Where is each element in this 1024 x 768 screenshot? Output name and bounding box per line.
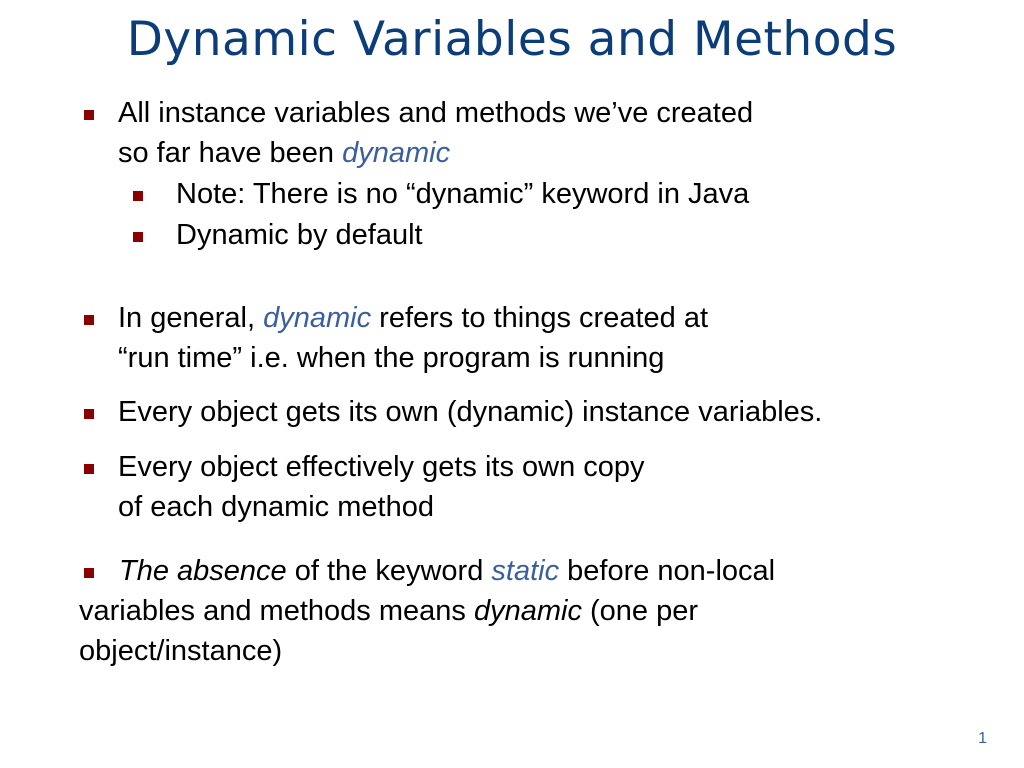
bullet-marker: [84, 110, 94, 120]
bullet-2-line-1: [118, 298, 708, 338]
emphasis-the-absence: The absence: [119, 555, 287, 587]
emphasis-dynamic: dynamic: [473, 595, 582, 627]
bullet-2-text: refers to things created at: [371, 302, 709, 334]
sub-bullet-marker: [133, 191, 143, 201]
bullet-5-line-2: [79, 591, 979, 631]
bullet-5-text: before non-local: [559, 555, 776, 587]
bullet-4-line-1: Every object effectively gets its own copy: [118, 451, 645, 483]
emphasis-dynamic: dynamic: [263, 302, 372, 334]
bullet-1-line-2: [118, 133, 753, 173]
bullet-2: [118, 298, 708, 378]
bullet-4: [118, 447, 645, 527]
bullet-marker: [84, 464, 94, 474]
emphasis-static: static: [491, 555, 560, 587]
bullet-2-line-2: “run time” i.e. when the program is running: [118, 342, 665, 374]
bullet-5-text: (one per: [581, 595, 699, 627]
bullet-5-text: of the keyword: [286, 555, 492, 587]
bullet-4-line-2: of each dynamic method: [118, 491, 434, 523]
bullet-5-line-1: [79, 551, 979, 591]
sub-bullet-2: Dynamic by default: [176, 219, 423, 251]
page-number: 1: [978, 730, 987, 747]
sub-bullet-marker: [133, 232, 143, 242]
bullet-1-text: so far have been: [118, 137, 343, 169]
bullet-marker: [84, 409, 94, 419]
bullet-5-line-3: object/instance): [79, 635, 283, 667]
bullet-5: [79, 551, 979, 671]
emphasis-dynamic: dynamic: [342, 137, 451, 169]
bullet-3: Every object gets its own (dynamic) instance variables.: [118, 396, 823, 428]
slide-title: Dynamic Variables and Methods: [126, 12, 898, 67]
bullet-marker: [84, 315, 94, 325]
bullet-1: [118, 93, 753, 173]
bullet-2-text: In general,: [118, 302, 264, 334]
sub-bullet-1: Note: There is no “dynamic” keyword in Java: [176, 178, 750, 210]
bullet-5-text: variables and methods means: [79, 595, 474, 627]
bullet-1-line-1: All instance variables and methods we’ve created: [118, 97, 754, 129]
